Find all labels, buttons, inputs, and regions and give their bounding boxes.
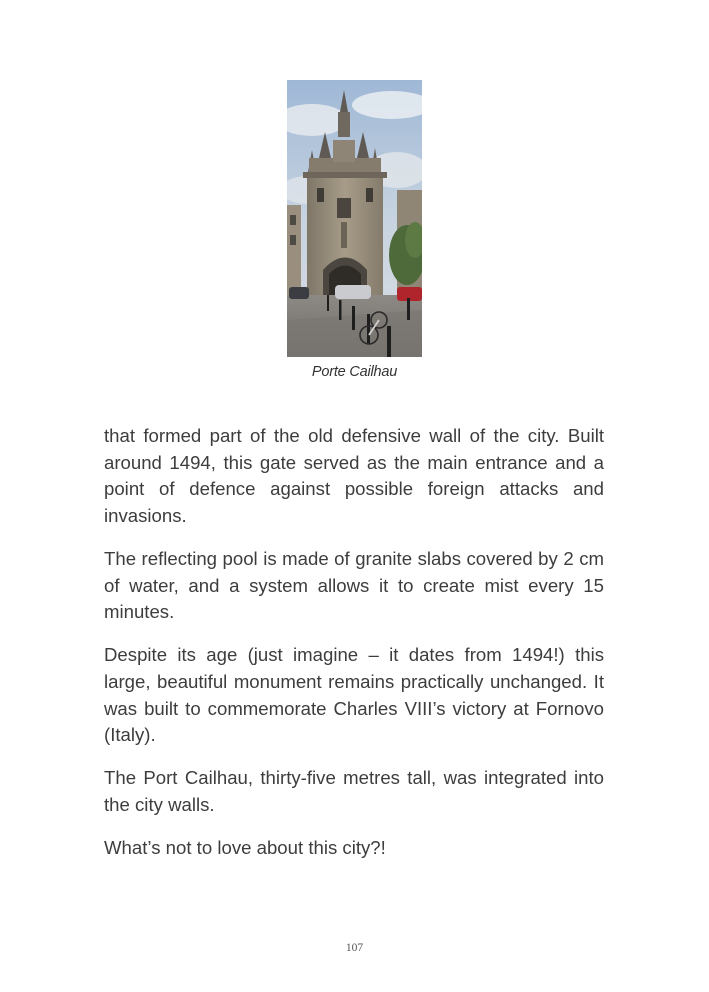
paragraph-4: The Port Cailhau, thirty-five metres tall, was integrated into the city walls. (104, 767, 604, 815)
page-number: 107 (345, 942, 364, 954)
paragraph-3: Despite its age (just imagine – it dates from 1494!) this large, beautiful monument remains practically unchanged. It was built to commemorate Charles VIII’s victory at Fornovo (Italy). (104, 644, 604, 746)
paragraph-2: The reflecting pool is made of granite slabs covered by 2 cm of water, and a system allows it to create mist every 15 minutes. (104, 547, 604, 623)
figure-caption: Porte Cailhau (311, 364, 398, 380)
body-text (104, 423, 604, 878)
porte-cailhau-photo (287, 80, 422, 357)
paragraph-5: What’s not to love about this city?! (104, 837, 386, 859)
paragraph-1: that formed part of the old defensive wall of the city. Built around 1494, this gate served as the main entrance and a point of defence against possible foreign attacks and invasions. (104, 425, 604, 526)
